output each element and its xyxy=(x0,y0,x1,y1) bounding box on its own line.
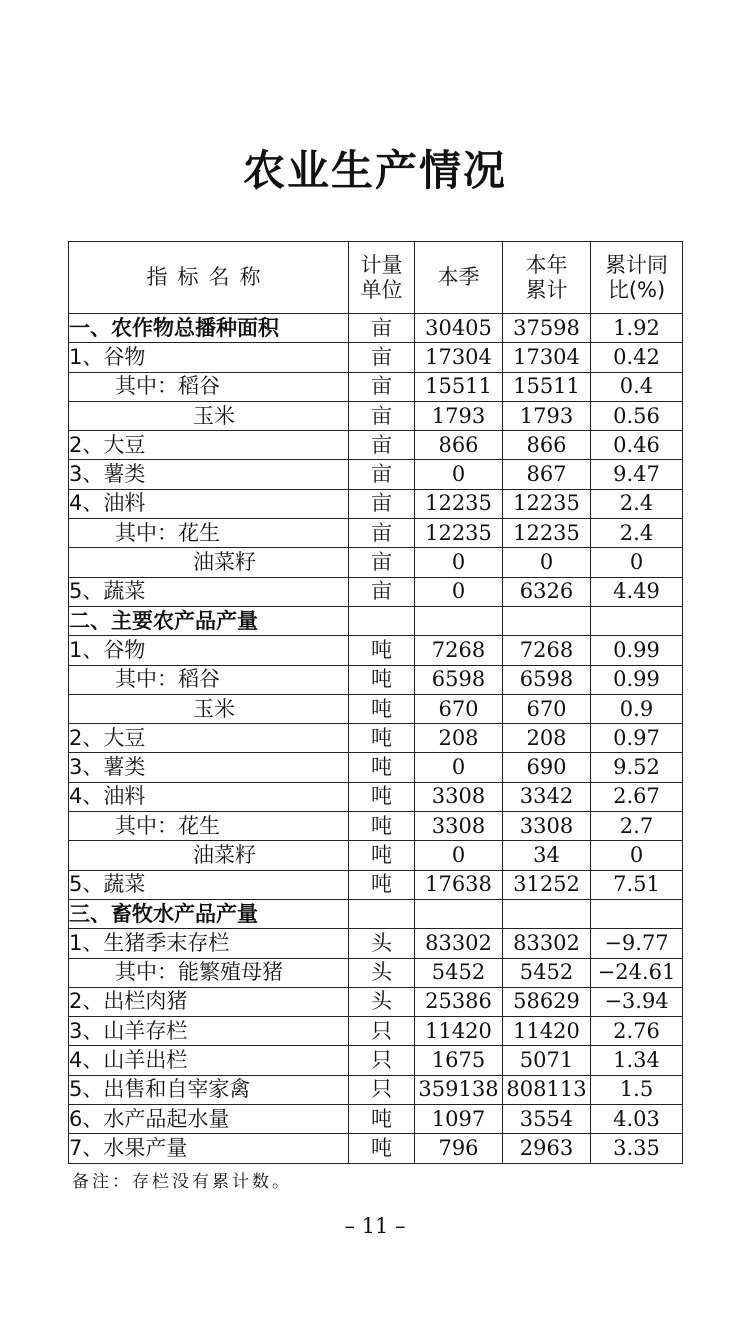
row-ytd-cell: 808113 xyxy=(503,1075,591,1104)
row-yoy-cell: 0.42 xyxy=(591,343,683,372)
row-indicator-name: 其中：能繁殖母猪 xyxy=(69,958,349,987)
row-quarter-cell xyxy=(415,899,503,928)
row-unit-cell: 亩 xyxy=(349,343,415,372)
row-ytd-cell: 31252 xyxy=(503,870,591,899)
row-ytd-cell: 3308 xyxy=(503,812,591,841)
table-row xyxy=(69,636,683,665)
table-row xyxy=(69,958,683,987)
row-yoy-cell: 0.99 xyxy=(591,665,683,694)
row-indicator-name: 5、蔬菜 xyxy=(69,577,349,606)
table-row xyxy=(69,812,683,841)
row-quarter-cell: 12235 xyxy=(415,489,503,518)
row-unit-cell: 只 xyxy=(349,1046,415,1075)
row-unit-cell: 头 xyxy=(349,929,415,958)
row-unit-cell: 吨 xyxy=(349,782,415,811)
row-yoy-cell: 2.4 xyxy=(591,489,683,518)
table-row xyxy=(69,1017,683,1046)
row-yoy-cell: 2.4 xyxy=(591,519,683,548)
row-indicator-name: 玉米 xyxy=(69,401,349,430)
row-unit-cell: 亩 xyxy=(349,372,415,401)
table-row xyxy=(69,724,683,753)
row-indicator-name: 其中：稻谷 xyxy=(69,665,349,694)
row-unit-cell: 吨 xyxy=(349,870,415,899)
row-unit-cell: 亩 xyxy=(349,489,415,518)
row-quarter-cell: 1793 xyxy=(415,401,503,430)
row-indicator-name: 4、油料 xyxy=(69,782,349,811)
row-indicator-name: 其中：花生 xyxy=(69,519,349,548)
row-indicator-name: 4、油料 xyxy=(69,489,349,518)
table-row xyxy=(69,577,683,606)
table-row xyxy=(69,314,683,343)
row-quarter-cell: 11420 xyxy=(415,1017,503,1046)
row-unit-cell: 只 xyxy=(349,1017,415,1046)
row-yoy-cell: 0.97 xyxy=(591,724,683,753)
row-yoy-cell: −3.94 xyxy=(591,987,683,1016)
row-indicator-name: 3、薯类 xyxy=(69,753,349,782)
header-quarter: 本季 xyxy=(415,242,503,314)
table-row xyxy=(69,841,683,870)
table-row xyxy=(69,987,683,1016)
row-yoy-cell: 7.51 xyxy=(591,870,683,899)
row-indicator-name: 7、水果产量 xyxy=(69,1134,349,1163)
row-unit-cell: 吨 xyxy=(349,724,415,753)
row-yoy-cell: 0.9 xyxy=(591,694,683,723)
row-ytd-cell: 37598 xyxy=(503,314,591,343)
header-yoy: 累计同 比(%) xyxy=(591,242,683,314)
row-unit-cell: 吨 xyxy=(349,812,415,841)
row-quarter-cell: 866 xyxy=(415,431,503,460)
row-ytd-cell: 866 xyxy=(503,431,591,460)
row-unit-cell: 吨 xyxy=(349,841,415,870)
row-yoy-cell: 1.34 xyxy=(591,1046,683,1075)
row-ytd-cell xyxy=(503,899,591,928)
row-ytd-cell: 7268 xyxy=(503,636,591,665)
row-unit-cell: 亩 xyxy=(349,314,415,343)
table-row xyxy=(69,548,683,577)
row-quarter-cell: 359138 xyxy=(415,1075,503,1104)
page-number: – 11 – xyxy=(344,1214,406,1238)
row-indicator-name: 1、谷物 xyxy=(69,343,349,372)
row-yoy-cell: 2.67 xyxy=(591,782,683,811)
row-quarter-cell: 1675 xyxy=(415,1046,503,1075)
row-ytd-cell: 5071 xyxy=(503,1046,591,1075)
table-row xyxy=(69,401,683,430)
row-ytd-cell: 867 xyxy=(503,460,591,489)
row-yoy-cell: −24.61 xyxy=(591,958,683,987)
row-unit-cell: 吨 xyxy=(349,694,415,723)
row-unit-cell: 头 xyxy=(349,958,415,987)
row-quarter-cell: 15511 xyxy=(415,372,503,401)
row-yoy-cell xyxy=(591,899,683,928)
row-unit-cell xyxy=(349,899,415,928)
row-unit-cell xyxy=(349,606,415,635)
row-quarter-cell: 83302 xyxy=(415,929,503,958)
row-unit-cell: 吨 xyxy=(349,665,415,694)
table-row xyxy=(69,1105,683,1134)
row-indicator-name: 3、薯类 xyxy=(69,460,349,489)
row-indicator-name: 5、蔬菜 xyxy=(69,870,349,899)
row-quarter-cell: 7268 xyxy=(415,636,503,665)
row-quarter-cell: 670 xyxy=(415,694,503,723)
row-indicator-name: 油菜籽 xyxy=(69,548,349,577)
row-unit-cell: 亩 xyxy=(349,548,415,577)
row-quarter-cell: 3308 xyxy=(415,782,503,811)
row-yoy-cell: 0 xyxy=(591,841,683,870)
table-row xyxy=(69,929,683,958)
row-indicator-name: 1、生猪季末存栏 xyxy=(69,929,349,958)
row-unit-cell: 亩 xyxy=(349,519,415,548)
row-quarter-cell: 17638 xyxy=(415,870,503,899)
row-unit-cell: 亩 xyxy=(349,431,415,460)
row-yoy-cell: 1.5 xyxy=(591,1075,683,1104)
table-row xyxy=(69,489,683,518)
row-quarter-cell: 3308 xyxy=(415,812,503,841)
footnote: 备注：存栏没有累计数。 xyxy=(72,1172,292,1192)
header-unit: 计量 单位 xyxy=(349,242,415,314)
table-row xyxy=(69,753,683,782)
row-unit-cell: 吨 xyxy=(349,753,415,782)
table-body xyxy=(69,314,683,1164)
row-indicator-name: 玉米 xyxy=(69,694,349,723)
row-quarter-cell: 0 xyxy=(415,841,503,870)
table-row xyxy=(69,694,683,723)
row-quarter-cell: 12235 xyxy=(415,519,503,548)
row-indicator-name: 三、畜牧水产品产量 xyxy=(69,899,349,928)
row-ytd-cell: 0 xyxy=(503,548,591,577)
header-indicator-name: 指标名称 xyxy=(69,242,349,314)
row-indicator-name: 其中：花生 xyxy=(69,812,349,841)
row-unit-cell: 吨 xyxy=(349,1105,415,1134)
header-ytd: 本年 累计 xyxy=(503,242,591,314)
row-quarter-cell: 0 xyxy=(415,577,503,606)
row-indicator-name: 5、出售和自宰家禽 xyxy=(69,1075,349,1104)
row-ytd-cell: 2963 xyxy=(503,1134,591,1163)
row-yoy-cell: 0.4 xyxy=(591,372,683,401)
row-ytd-cell: 12235 xyxy=(503,519,591,548)
row-ytd-cell: 208 xyxy=(503,724,591,753)
table-row xyxy=(69,870,683,899)
row-yoy-cell: 1.92 xyxy=(591,314,683,343)
table-row xyxy=(69,460,683,489)
row-unit-cell: 头 xyxy=(349,987,415,1016)
row-ytd-cell: 17304 xyxy=(503,343,591,372)
row-ytd-cell: 690 xyxy=(503,753,591,782)
row-quarter-cell: 0 xyxy=(415,460,503,489)
table-row xyxy=(69,665,683,694)
row-unit-cell: 只 xyxy=(349,1075,415,1104)
row-quarter-cell: 25386 xyxy=(415,987,503,1016)
row-ytd-cell: 6326 xyxy=(503,577,591,606)
table-row xyxy=(69,431,683,460)
table-row xyxy=(69,372,683,401)
row-quarter-cell: 5452 xyxy=(415,958,503,987)
row-yoy-cell: 4.03 xyxy=(591,1105,683,1134)
table-row xyxy=(69,782,683,811)
row-ytd-cell: 11420 xyxy=(503,1017,591,1046)
row-indicator-name: 3、山羊存栏 xyxy=(69,1017,349,1046)
row-quarter-cell: 6598 xyxy=(415,665,503,694)
row-ytd-cell: 34 xyxy=(503,841,591,870)
table-row xyxy=(69,519,683,548)
row-indicator-name: 2、大豆 xyxy=(69,431,349,460)
row-yoy-cell: 2.7 xyxy=(591,812,683,841)
row-ytd-cell: 670 xyxy=(503,694,591,723)
row-ytd-cell xyxy=(503,606,591,635)
row-yoy-cell: 9.47 xyxy=(591,460,683,489)
page-title: 农业生产情况 xyxy=(242,146,507,195)
row-yoy-cell: 0.56 xyxy=(591,401,683,430)
row-unit-cell: 亩 xyxy=(349,460,415,489)
table-row xyxy=(69,899,683,928)
row-quarter-cell: 0 xyxy=(415,753,503,782)
row-unit-cell: 吨 xyxy=(349,1134,415,1163)
row-yoy-cell: 9.52 xyxy=(591,753,683,782)
row-indicator-name: 其中：稻谷 xyxy=(69,372,349,401)
table-row xyxy=(69,343,683,372)
row-ytd-cell: 15511 xyxy=(503,372,591,401)
row-indicator-name: 4、山羊出栏 xyxy=(69,1046,349,1075)
row-ytd-cell: 83302 xyxy=(503,929,591,958)
row-yoy-cell: 2.76 xyxy=(591,1017,683,1046)
row-unit-cell: 亩 xyxy=(349,401,415,430)
row-yoy-cell: 3.35 xyxy=(591,1134,683,1163)
row-indicator-name: 6、水产品起水量 xyxy=(69,1105,349,1134)
row-ytd-cell: 5452 xyxy=(503,958,591,987)
row-quarter-cell xyxy=(415,606,503,635)
table-row xyxy=(69,1046,683,1075)
row-quarter-cell: 0 xyxy=(415,548,503,577)
row-indicator-name: 2、大豆 xyxy=(69,724,349,753)
row-indicator-name: 1、谷物 xyxy=(69,636,349,665)
row-quarter-cell: 17304 xyxy=(415,343,503,372)
table-row xyxy=(69,606,683,635)
row-indicator-name: 二、主要农产品产量 xyxy=(69,606,349,635)
row-ytd-cell: 1793 xyxy=(503,401,591,430)
row-ytd-cell: 12235 xyxy=(503,489,591,518)
agriculture-stats-table xyxy=(68,241,683,1164)
row-quarter-cell: 796 xyxy=(415,1134,503,1163)
row-indicator-name: 油菜籽 xyxy=(69,841,349,870)
row-ytd-cell: 58629 xyxy=(503,987,591,1016)
row-unit-cell: 亩 xyxy=(349,577,415,606)
row-yoy-cell: 4.49 xyxy=(591,577,683,606)
table-header xyxy=(69,242,683,314)
row-quarter-cell: 208 xyxy=(415,724,503,753)
table-row xyxy=(69,1134,683,1163)
row-indicator-name: 一、农作物总播种面积 xyxy=(69,314,349,343)
row-indicator-name: 2、出栏肉猪 xyxy=(69,987,349,1016)
row-unit-cell: 吨 xyxy=(349,636,415,665)
row-yoy-cell: 0.99 xyxy=(591,636,683,665)
table-row xyxy=(69,1075,683,1104)
row-ytd-cell: 3554 xyxy=(503,1105,591,1134)
row-yoy-cell xyxy=(591,606,683,635)
row-ytd-cell: 3342 xyxy=(503,782,591,811)
row-ytd-cell: 6598 xyxy=(503,665,591,694)
row-yoy-cell: 0.46 xyxy=(591,431,683,460)
row-quarter-cell: 1097 xyxy=(415,1105,503,1134)
row-yoy-cell: −9.77 xyxy=(591,929,683,958)
row-yoy-cell: 0 xyxy=(591,548,683,577)
row-quarter-cell: 30405 xyxy=(415,314,503,343)
